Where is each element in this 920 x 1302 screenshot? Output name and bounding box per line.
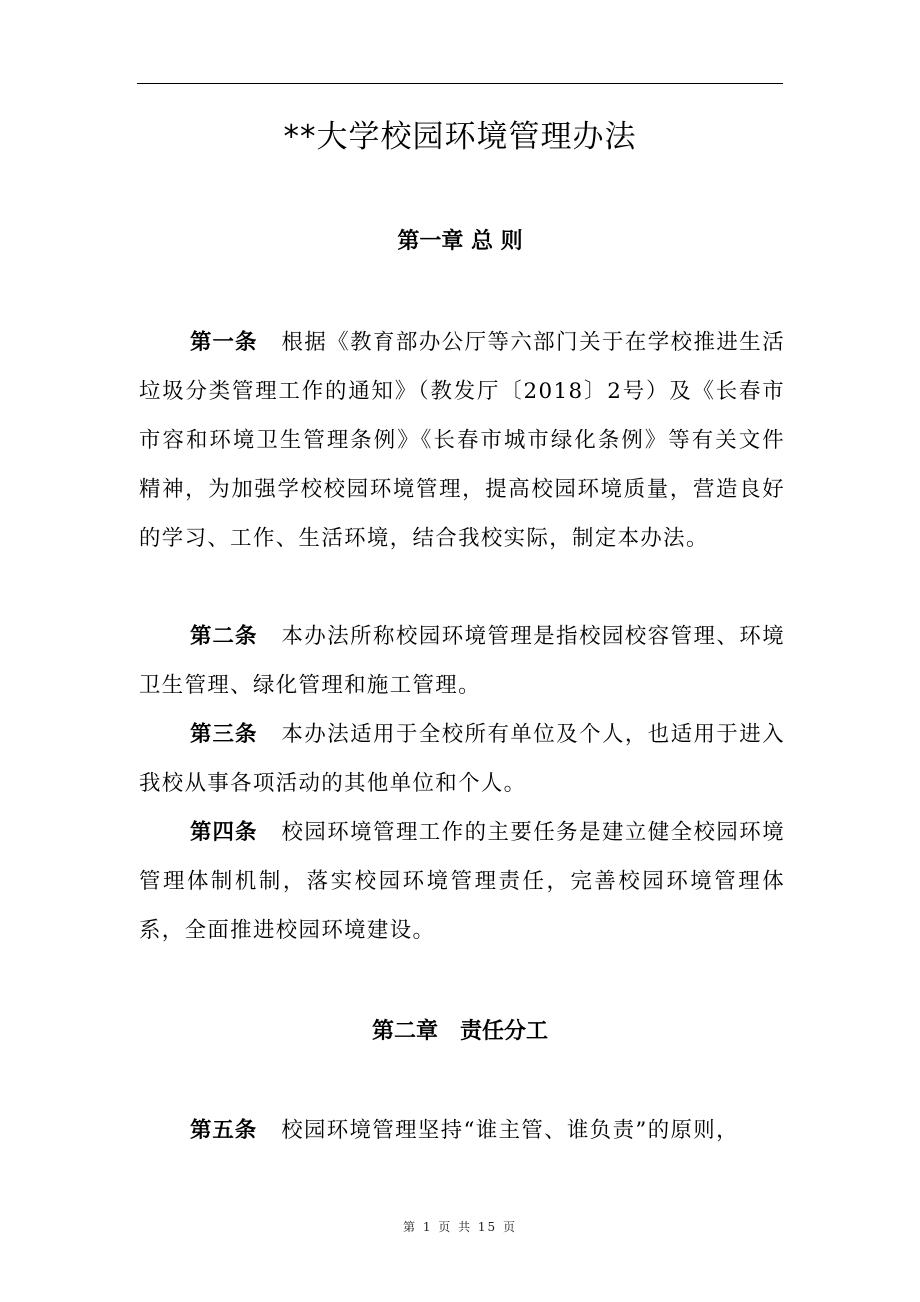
article-5 <box>139 1106 785 1155</box>
article-2-label: 第二条 <box>190 624 258 649</box>
article-4-label: 第四条 <box>190 820 258 845</box>
page-number-footer: 第 1 页 共 15 页 <box>403 1220 517 1234</box>
chapter-2-heading: 第二章 责任分工 <box>371 1019 548 1044</box>
chapter-1-heading: 第一章 总 则 <box>397 229 523 254</box>
article-1-label: 第一条 <box>190 330 258 355</box>
article-3 <box>139 710 785 808</box>
article-3-label: 第三条 <box>190 722 258 747</box>
document-title: **大学校园环境管理办法 <box>283 119 637 155</box>
article-5-label: 第五条 <box>190 1118 258 1143</box>
header-rule <box>137 83 783 84</box>
article-2-text: 本办法所称校园环境管理是指校园校容管理、环境卫生管理、绿化管理和施工管理。 <box>139 624 785 698</box>
article-1 <box>139 318 785 563</box>
article-5-text: 校园环境管理坚持“谁主管、谁负责”的原则， <box>281 1118 739 1143</box>
article-1-text: 根据《教育部办公厅等六部门关于在学校推进生活垃圾分类管理工作的通知》（教发厅〔2018〕2号）及《长春市市容和环境卫生管理条例》《长春市城市绿化条例》等有关文件精神，为加强学校校园环境管理，提高校园环境质量，营造良好的学习、工作、生活环境，结合我校实际，制定本办法。 <box>139 330 785 551</box>
article-4 <box>139 808 785 955</box>
article-3-text: 本办法适用于全校所有单位及个人，也适用于进入我校从事各项活动的其他单位和个人。 <box>139 722 785 796</box>
article-2 <box>139 612 785 710</box>
article-4-text: 校园环境管理工作的主要任务是建立健全校园环境管理体制机制，落实校园环境管理责任，完善校园环境管理体系，全面推进校园环境建设。 <box>139 820 785 943</box>
